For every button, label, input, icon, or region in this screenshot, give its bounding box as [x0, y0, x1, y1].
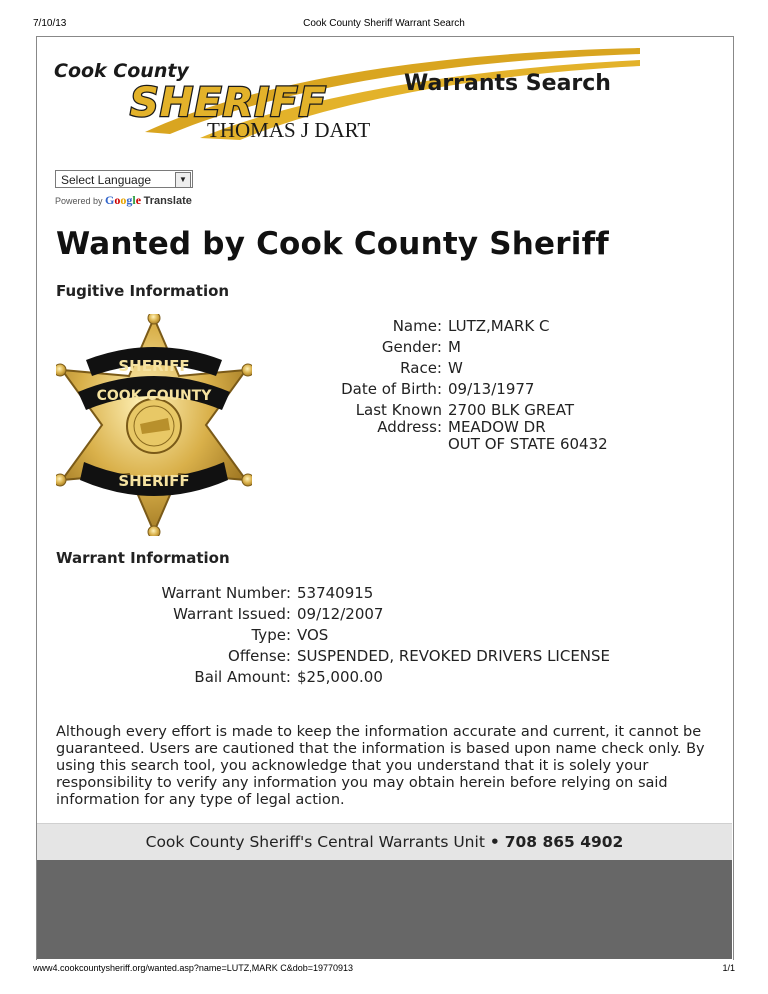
badge-top-text: SHERIFF — [118, 357, 190, 375]
warrant-issued: 09/12/2007 — [297, 605, 384, 623]
field-row — [56, 583, 610, 604]
fugitive-fields — [0, 316, 608, 453]
field-label: Gender: — [381, 338, 442, 356]
badge-middle-text: COOK COUNTY — [96, 388, 212, 404]
field-label: Type: — [251, 626, 291, 644]
footer-separator: • — [489, 833, 500, 851]
language-select-value: Select Language — [61, 173, 152, 187]
fugitive-address-line3: OUT OF STATE 60432 — [448, 435, 608, 453]
field-row — [0, 358, 608, 379]
print-date: 7/10/13 — [33, 18, 67, 29]
fugitive-address-line2: MEADOW DR — [448, 418, 546, 436]
fugitive-heading: Fugitive Information — [56, 282, 230, 300]
sheriff-banner — [50, 44, 650, 142]
field-row — [0, 337, 608, 358]
warrant-offense: SUSPENDED, REVOKED DRIVERS LICENSE — [297, 647, 611, 665]
footer-phone: 708 865 4902 — [504, 833, 624, 851]
translate-label: Translate — [143, 195, 192, 207]
warrant-type: VOS — [297, 626, 329, 644]
fugitive-name: LUTZ,MARK C — [448, 317, 550, 335]
chevron-down-icon[interactable]: ▼ — [175, 172, 191, 188]
banner-name: THOMAS J DART — [207, 118, 371, 142]
google-logo: Google — [105, 193, 142, 207]
field-label: Warrant Issued: — [173, 605, 291, 623]
powered-by-label: Powered by — [55, 196, 103, 206]
field-label: Bail Amount: — [194, 668, 291, 686]
fugitive-gender: M — [448, 338, 461, 356]
field-row — [0, 402, 608, 419]
footer-bar — [37, 823, 732, 861]
page-title: Wanted by Cook County Sheriff — [56, 226, 609, 262]
disclaimer-text: Although every effort is made to keep the information accurate and current, it cannot be guaranteed. Users are cautioned that the information is based upon name check only. By using this search tool, you acknowledge that you understand that it is solely your responsibility to verify any information you may obtain herein before relying on said information for any type of legal action. — [56, 724, 705, 808]
field-label: Address: — [377, 418, 442, 436]
field-row — [56, 604, 610, 625]
warrant-number: 53740915 — [297, 584, 374, 602]
powered-by-google[interactable] — [55, 193, 192, 208]
badge-bottom-text: SHERIFF — [118, 472, 190, 490]
print-title: Cook County Sheriff Warrant Search — [303, 18, 465, 29]
field-label: Warrant Number: — [161, 584, 291, 602]
field-row — [56, 646, 610, 667]
field-row — [0, 316, 608, 337]
field-label: Race: — [400, 359, 442, 377]
warrant-heading: Warrant Information — [56, 549, 230, 567]
field-row — [0, 436, 608, 453]
banner-title: Warrants Search — [404, 71, 611, 96]
language-select[interactable] — [55, 170, 193, 188]
banner-county: Cook County — [54, 60, 189, 82]
fugitive-dob: 09/13/1977 — [448, 380, 535, 398]
footer-unit: Cook County Sheriff's Central Warrants Unit — [145, 833, 485, 851]
warrant-fields — [56, 583, 610, 688]
fugitive-race: W — [448, 359, 463, 377]
bail-amount: $25,000.00 — [297, 668, 383, 686]
print-url: www4.cookcountysheriff.org/wanted.asp?name=LUTZ,MARK C&dob=19770913 — [33, 963, 354, 973]
field-row — [56, 625, 610, 646]
field-label: Name: — [392, 317, 442, 335]
banner-sheriff: SHERIFF — [130, 80, 327, 126]
field-label — [0, 436, 442, 453]
page-bottom-area — [37, 860, 732, 959]
print-page-number: 1/1 — [722, 963, 735, 973]
fugitive-address-line1: 2700 BLK GREAT — [448, 401, 574, 419]
field-row — [0, 379, 608, 400]
field-row — [56, 667, 610, 688]
field-row — [0, 419, 608, 436]
field-label: Date of Birth: — [341, 380, 442, 398]
field-label: Offense: — [228, 647, 291, 665]
field-label: Last Known — [355, 401, 442, 419]
